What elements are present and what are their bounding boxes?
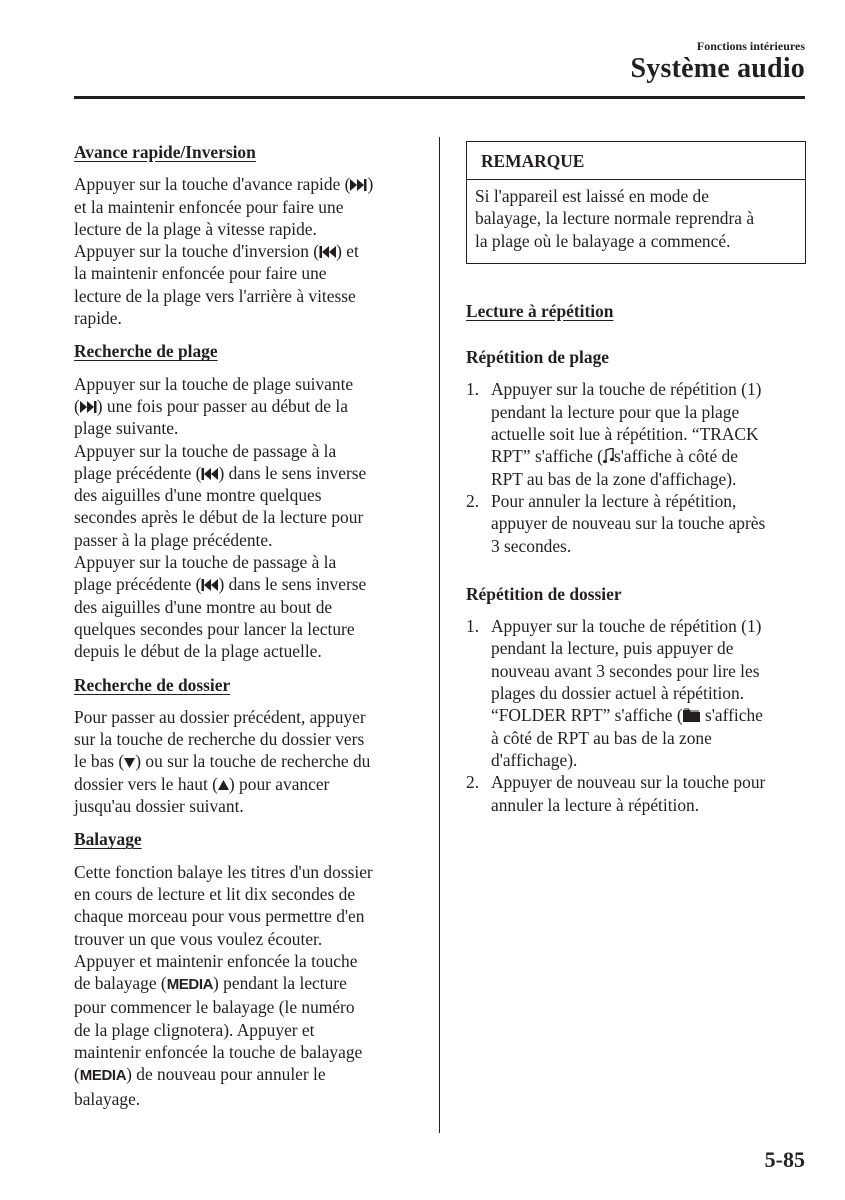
paragraph-recherche-dossier [74, 706, 419, 817]
heading-repetition-dossier: Répétition de dossier [466, 583, 622, 604]
text-line: RPT” s'affiche ( s'affiche à côté de [491, 446, 738, 467]
heading-recherche-dossier: Recherche de dossier [74, 674, 231, 695]
text-line: et la maintenir enfoncée pour faire une [74, 196, 344, 217]
heading-recherche-plage: Recherche de plage [74, 341, 218, 362]
heading-repetition-plage: Répétition de plage [466, 347, 609, 368]
triangle-up-icon [218, 780, 229, 791]
rewind-icon [201, 579, 218, 591]
text-line: la plage où le balayage a commencé. [475, 230, 731, 251]
track-repeat-steps [466, 378, 806, 556]
list-item [466, 490, 806, 557]
text-line: des aiguilles d'une montre quelques [74, 485, 322, 506]
text-line: maintenir enfoncée la touche de balayage [74, 1041, 363, 1062]
text-line: RPT au bas de la zone d'affichage). [491, 468, 737, 489]
text-line: (MEDIA) de nouveau pour annuler le [74, 1064, 326, 1085]
text-line: Appuyer sur la touche d'inversion ( ) et [74, 241, 359, 262]
text-line: en cours de lecture et lit dix secondes de [74, 883, 356, 904]
heading-balayage: Balayage [74, 829, 142, 850]
right-column [466, 141, 806, 816]
text-line: des aiguilles d'une montre au bout de [74, 596, 333, 617]
text-line: nouveau avant 3 secondes pour lire les [491, 660, 760, 681]
step-number: 2. [466, 772, 480, 793]
text-line: actuelle soit lue à répétition. “TRACK [491, 424, 759, 445]
section-spacer [466, 557, 806, 583]
remarque-text [467, 180, 805, 263]
text-line: jusqu'au dossier suivant. [74, 796, 244, 817]
text-line: Appuyer et maintenir enfoncée la touche [74, 950, 358, 971]
text-line: Appuyer sur la touche de répétition (1) [491, 379, 762, 400]
text-line: Appuyer sur la touche de passage à la [74, 440, 337, 461]
text-line: Appuyer sur la touche de passage à la [74, 552, 337, 573]
text-line: chaque morceau pour vous permettre d'en [74, 906, 365, 927]
remarque-title: REMARQUE [467, 142, 805, 180]
text-line: plage précédente ( ) dans le sens inverse [74, 574, 367, 595]
text-line: dossier vers le haut ( ) pour avancer [74, 773, 330, 794]
section-category: Fonctions intérieures [696, 39, 805, 53]
folder-repeat-steps [466, 615, 806, 816]
step-number: 2. [466, 490, 480, 511]
media-button-label: MEDIA [79, 1067, 127, 1085]
text-line: Pour annuler la lecture à répétition, [491, 490, 737, 511]
text-line: la maintenir enfoncée pour faire une [74, 263, 327, 284]
text-line: annuler la lecture à répétition. [491, 794, 700, 815]
fast-forward-icon [350, 179, 367, 191]
text-line: secondes après le début de la lecture pour [74, 507, 364, 528]
paragraph-avance-rapide [74, 173, 419, 329]
text-line: Appuyer de nouveau sur la touche pour [491, 772, 766, 793]
heading-lecture-repetition: Lecture à répétition [466, 300, 614, 321]
text-line: pour commencer le balayage (le numéro [74, 997, 355, 1018]
list-item [466, 378, 806, 489]
page-number: 5-85 [764, 1147, 805, 1172]
text-line: plage précédente ( ) dans le sens inverse [74, 462, 367, 483]
text-line: Appuyer sur la touche de répétition (1) [491, 616, 762, 637]
text-line: de la plage clignotera). Appuyer et [74, 1019, 315, 1040]
text-line: Appuyer sur la touche d'avance rapide ( ) [74, 174, 374, 195]
paragraph-recherche-plage [74, 373, 419, 663]
text-line: plage suivante. [74, 418, 179, 439]
remarque-box [466, 141, 806, 264]
heading-avance-rapide: Avance rapide/Inversion [74, 142, 256, 162]
text-line: rapide. [74, 308, 122, 329]
text-line: de balayage (MEDIA) pendant la lecture [74, 973, 347, 994]
text-line: balayage. [74, 1088, 141, 1109]
rewind-icon [319, 246, 336, 258]
text-line: quelques secondes pour lancer la lecture [74, 618, 355, 639]
text-line: Cette fonction balaye les titres d'un dossier [74, 861, 373, 882]
text-line: pendant la lecture, puis appuyer de [491, 638, 734, 659]
triangle-down-icon [124, 757, 135, 768]
text-line: le bas ( ) ou sur la touche de recherche du [74, 751, 371, 772]
text-line: plages du dossier actuel à répétition. [491, 683, 745, 704]
text-line: pendant la lecture pour que la plage [491, 401, 740, 422]
media-button-label: MEDIA [166, 976, 214, 994]
list-item [466, 771, 806, 816]
fast-forward-icon [80, 401, 97, 413]
text-line: Pour passer au dossier précédent, appuyer [74, 706, 366, 727]
text-line: Appuyer sur la touche de plage suivante [74, 373, 354, 394]
text-line: depuis le début de la plage actuelle. [74, 641, 322, 662]
text-line: trouver un que vous voulez écouter. [74, 928, 323, 949]
text-line: passer à la plage précédente. [74, 529, 273, 550]
folder-icon [683, 708, 701, 722]
music-note-icon [603, 448, 614, 464]
text-line: lecture de la plage à vitesse rapide. [74, 218, 317, 239]
step-number: 1. [466, 616, 480, 637]
text-line: appuyer de nouveau sur la touche après [491, 513, 766, 534]
left-column [74, 141, 419, 1110]
page-title: Système audio [630, 53, 805, 84]
header-divider [74, 96, 805, 99]
step-number: 1. [466, 379, 480, 400]
text-line: ( ) une fois pour passer au début de la [74, 395, 348, 416]
text-line: sur la touche de recherche du dossier vers [74, 729, 365, 750]
text-line: 3 secondes. [491, 535, 572, 556]
column-divider [439, 137, 440, 1133]
paragraph-balayage [74, 861, 419, 1110]
rewind-icon [201, 468, 218, 480]
list-item [466, 615, 806, 771]
text-line: d'affichage). [491, 749, 578, 770]
text-line: lecture de la plage vers l'arrière à vitesse [74, 285, 356, 306]
text-line: à côté de RPT au bas de la zone [491, 727, 712, 748]
text-line: balayage, la lecture normale reprendra à [475, 208, 755, 229]
text-line: Si l'appareil est laissé en mode de [475, 186, 709, 206]
text-line: “FOLDER RPT” s'affiche ( s'affiche [491, 705, 763, 726]
